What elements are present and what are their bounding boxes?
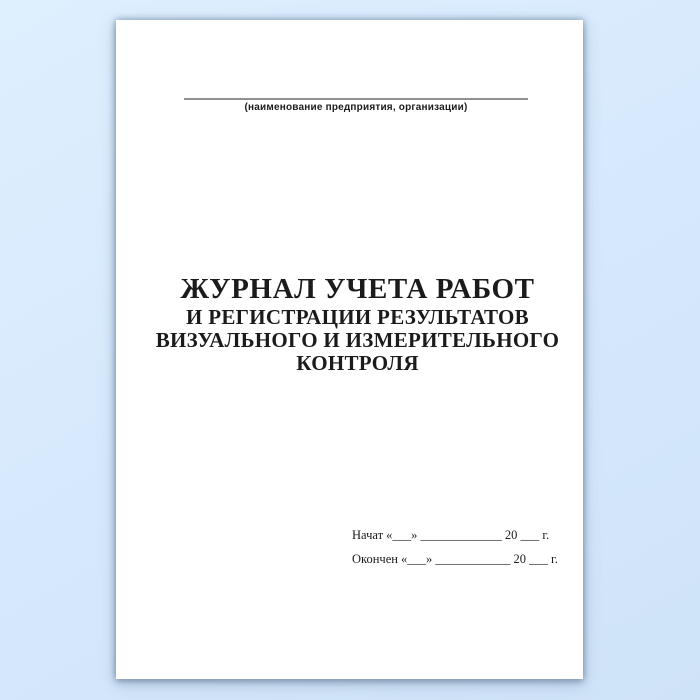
- organization-name-caption: (наименование предприятия, организации): [244, 102, 468, 113]
- start-date-line: Начат «___» _____________ 20 ___ г.: [352, 528, 550, 542]
- document-page: [116, 20, 583, 679]
- title-line-4: КОНТРОЛЯ: [296, 351, 419, 375]
- end-date-line: Окончен «___» ____________ 20 ___ г.: [352, 552, 558, 566]
- organization-name-line: [184, 98, 528, 100]
- dates-block: [352, 523, 558, 571]
- title-line-3: ВИЗУАЛЬНОГО И ИЗМЕРИТЕЛЬНОГО: [155, 328, 560, 352]
- organization-name-block: [184, 98, 528, 113]
- journal-title: [132, 272, 583, 375]
- title-line-2: И РЕГИСТРАЦИИ РЕЗУЛЬТАТОВ: [186, 305, 529, 329]
- title-line-1: ЖУРНАЛ УЧЕТА РАБОТ: [180, 273, 535, 305]
